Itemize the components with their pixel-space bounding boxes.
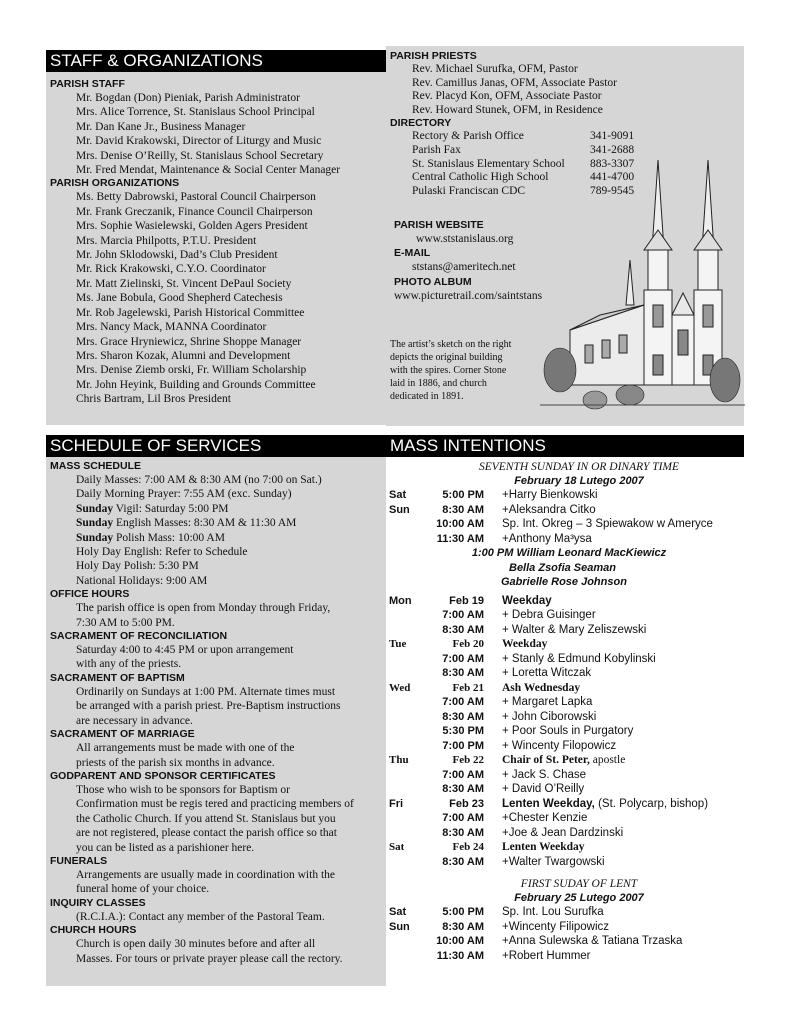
schedule-section-text: are not registered, please contact the parish office so that (76, 827, 337, 840)
intention-text: Sp. Int. Okreg – 3 Spiewakow w Ameryce (502, 518, 713, 530)
mass-schedule-list (50, 473, 386, 588)
schedule-section-text: (R.C.I.A.): Contact any member of the Pastoral Team. (76, 910, 325, 923)
intention-row (389, 710, 749, 725)
intention-text: + Poor Souls in Purgatory (502, 725, 634, 737)
intention-row (389, 768, 749, 783)
intention-day (389, 782, 429, 797)
intention-time: 5:00 PM (442, 489, 484, 501)
intention-text: + John Ciborowski (502, 710, 597, 723)
week1-list (389, 488, 749, 546)
photo-album-link[interactable]: www.picturetrail.com/saintstans (394, 289, 543, 302)
directory-name: Pulaski Franciscan CDC (412, 184, 526, 197)
intention-text: +Chester Kenzie (502, 812, 588, 824)
intention-row (389, 666, 749, 681)
intention-day (389, 532, 429, 547)
schedule-section (50, 460, 386, 966)
intention-day (389, 934, 429, 949)
intention-row (389, 488, 749, 503)
intention-row (389, 532, 749, 547)
schedule-section-text: you can be listed as a parishioner here. (76, 841, 255, 854)
intention-time: 7:00 AM (442, 652, 484, 665)
mass-schedule-line (50, 574, 386, 588)
mass-schedule-text: Polish Mass: 10:00 AM (113, 531, 225, 544)
directory-phone: 883-3307 (590, 157, 635, 170)
intention-day (389, 623, 429, 638)
mass-intentions-header: MASS INTENTIONS (386, 435, 744, 457)
priest-name: Rev. Placyd Kon, OFM, Associate Pastor (412, 90, 602, 103)
schedule-section-text: 7:30 AM to 5:00 PM. (76, 616, 175, 629)
directory-name: Rectory & Parish Office (412, 130, 524, 143)
organization-member: Ms. Betty Dabrowski, Pastoral Council Chairperson (76, 191, 316, 204)
intention-time: 8:30 AM (442, 920, 484, 933)
intention-row (389, 724, 749, 739)
mass-schedule-line (50, 531, 386, 545)
caption-line: dedicated in 1891. (390, 391, 464, 402)
weekday-title-bold: Chair of St. Peter, (502, 754, 590, 766)
intention-row (389, 855, 749, 870)
schedule-section-title: FUNERALS (50, 854, 108, 867)
mass-schedule-text: Holy Day English: Refer to Schedule (76, 546, 248, 559)
directory-phone: 441-4700 (590, 171, 635, 184)
staff-member: Mr. Fred Mendat, Maintenance & Social Center Manager (76, 164, 341, 177)
mass-schedule-text: English Masses: 8:30 AM & 11:30 AM (113, 517, 297, 530)
intention-row (389, 517, 749, 532)
schedule-section-text: funeral home of your choice. (76, 883, 210, 896)
intention-day (389, 517, 429, 532)
intention-row (389, 782, 749, 797)
parish-organizations-title: PARISH ORGANIZATIONS (50, 177, 180, 190)
schedule-section-title: OFFICE HOURS (50, 588, 130, 601)
priest-name: Rev. Howard Stunek, OFM, in Residence (412, 103, 603, 116)
intention-time: 8:30 AM (442, 623, 484, 636)
caption-line: with the spires. Corner Stone (390, 365, 507, 376)
schedule-section-title: SACRAMENT OF BAPTISM (50, 671, 185, 684)
intention-time: 11:30 AM (436, 532, 484, 545)
mass-schedule-line (50, 473, 386, 487)
weekday-name: Wed (389, 681, 411, 694)
organization-member: Mrs. Sophie Wasielewski, Golden Agers President (76, 220, 308, 233)
schedule-section-text: priests of the parish six months in advance. (76, 756, 275, 769)
weekday-name: Thu (389, 754, 409, 766)
intention-day: Sat (389, 489, 407, 501)
parish-staff-list (50, 91, 386, 177)
intention-time: 8:30 AM (442, 855, 484, 868)
week2-title: FIRST SUDAY OF LENT (520, 878, 638, 890)
intention-text: +Anthony Ma³ysa (502, 532, 592, 545)
intention-row (389, 811, 749, 826)
schedule-sections (50, 588, 386, 966)
staff-member: Mr. Bogdan (Don) Pieniak, Parish Administrator (76, 92, 300, 104)
intention-text: + Margaret Lapka (502, 696, 593, 708)
intention-row (389, 623, 749, 638)
weekday-header (389, 753, 749, 768)
intention-day (389, 695, 429, 710)
week2-date: February 25 Lutego 2007 (514, 892, 644, 904)
mass-schedule-text: Vigil: Saturday 5:00 PM (113, 502, 229, 515)
organization-member: Mr. Rob Jagelewski, Parish Historical Committee (76, 306, 305, 319)
schedule-section-title: CHURCH HOURS (50, 924, 137, 937)
intention-row (389, 608, 749, 623)
weekday-date: Feb 21 (452, 681, 484, 694)
intention-row (389, 920, 749, 935)
intention-text: +Harry Bienkowski (502, 489, 598, 501)
organization-member: Mrs. Nancy Mack, MANNA Coordinator (76, 321, 267, 334)
directory-phone: 789-9545 (590, 184, 635, 197)
weekday-header (389, 637, 749, 652)
schedule-section-text: Those who wish to be sponsors for Baptism or (76, 783, 291, 796)
weekday-title (484, 681, 580, 696)
email-title: E-MAIL (394, 247, 431, 260)
staff-header: STAFF & ORGANIZATIONS (46, 50, 386, 72)
weekday-title-bold: Lenten Weekday (502, 841, 585, 853)
organization-member: Mr. Matt Zielinski, St. Vincent DePaul Society (76, 277, 292, 290)
intention-time: 8:30 AM (442, 783, 484, 795)
weekday-date: Feb 22 (452, 754, 484, 766)
staff-member: Mrs. Denise O’Reilly, St. Stanislaus School Secretary (76, 149, 324, 162)
weekday-header (389, 594, 749, 609)
organization-member: Mrs. Sharon Kozak, Alumni and Development (76, 349, 291, 362)
email-link[interactable]: ststans@ameritech.net (412, 261, 516, 274)
organization-member: Mr. Frank Greczanik, Finance Council Chairperson (76, 205, 313, 218)
schedule-section-title: INQUIRY CLASSES (50, 896, 146, 909)
parish-organizations-list (50, 190, 386, 406)
week2-list (389, 905, 749, 963)
intention-day (389, 739, 429, 754)
weekday-name: Fri (389, 797, 404, 810)
intention-row (389, 934, 749, 949)
schedule-section-text: Arrangements are usually made in coordination with the (76, 868, 335, 881)
intention-day (389, 811, 429, 826)
intention-text: +Robert Hummer (502, 949, 591, 962)
mass-schedule-text: National Holidays: 9:00 AM (76, 574, 208, 587)
intention-day (389, 826, 429, 841)
intention-row (389, 739, 749, 754)
mass-schedule-line (50, 545, 386, 559)
weekday-title (484, 753, 625, 768)
intention-text: + Stanly & Edmund Kobylinski (502, 652, 656, 665)
mass-schedule-text: Holy Day Polish: 5:30 PM (76, 560, 199, 573)
weekday-name: Tue (389, 638, 407, 650)
parish-staff-title: PARISH STAFF (50, 78, 125, 90)
intention-day (389, 855, 429, 870)
weekday-header (389, 840, 749, 855)
staff-member: Mrs. Alice Torrence, St. Stanislaus School Principal (76, 106, 315, 119)
directory-row (412, 130, 640, 144)
weekday-name: Sat (389, 841, 405, 853)
intention-text: Sp. Int. Lou Surufka (502, 906, 604, 918)
intention-day (389, 608, 429, 623)
intention-time: 7:00 AM (442, 768, 484, 781)
directory-name: Central Catholic High School (412, 171, 549, 184)
website-title: PARISH WEBSITE (394, 219, 484, 231)
organization-member: Mrs. Marcia Philpotts, P.T.U. President (76, 234, 257, 247)
weekday-title-bold: Lenten Weekday, (502, 797, 595, 810)
mass-schedule-title: MASS SCHEDULE (50, 460, 142, 472)
weekday-header (389, 681, 749, 696)
baptism-name: Bella Zsofia Seaman (509, 561, 616, 574)
week1-title: SEVENTH SUNDAY IN OR DINARY TIME (478, 461, 680, 473)
intention-day: Sat (389, 906, 407, 918)
week1-date: February 18 Lutego 2007 (514, 475, 644, 487)
schedule-section-text: the Catholic Church. If you attend St. Stanislaus but you (76, 812, 336, 825)
baptism-line: 1:00 PM William Leonard MacKiewicz (471, 547, 667, 559)
schedule-section-text: Ordinarily on Sundays at 1:00 PM. Alternate times must (76, 685, 336, 698)
staff-member: Mr. David Krakowski, Director of Liturgy and Music (76, 135, 322, 148)
organization-member: Chris Bartram, Lil Bros President (76, 393, 231, 406)
intention-row (389, 652, 749, 667)
intention-row (389, 503, 749, 518)
caption-line: The artist’s sketch on the right (390, 339, 512, 350)
schedule-section-text: Saturday 4:00 to 4:45 PM or upon arrangement (76, 644, 294, 657)
mass-schedule-day: Sunday (76, 502, 114, 515)
organization-member: Mrs. Denise Ziemb orski, Fr. William Scholarship (76, 364, 307, 377)
intention-text: +Walter Twargowski (502, 855, 605, 868)
weekday-date: Feb 24 (452, 841, 484, 853)
organization-member: Mr. Rick Krakowski, C.Y.O. Coordinator (76, 263, 266, 276)
caption-line: depicts the original building (390, 352, 503, 363)
weekday-list (389, 594, 749, 870)
mass-schedule-line (50, 502, 386, 516)
mass-schedule-text: Daily Morning Prayer: 7:55 AM (exc. Sunday) (76, 488, 292, 501)
mass-schedule-text: Daily Masses: 7:00 AM & 8:30 AM (no 7:00 on Sat.) (76, 474, 322, 486)
weekday-title (484, 637, 547, 652)
website-link[interactable]: www.ststanislaus.org (416, 233, 514, 245)
mass-intentions-section (389, 460, 749, 963)
schedule-section-text: are necessary in advance. (76, 714, 193, 727)
priests-title: PARISH PRIESTS (390, 50, 477, 62)
directory-name: St. Stanislaus Elementary School (412, 157, 565, 170)
intention-day: Sun (389, 920, 410, 933)
intention-time: 8:30 AM (442, 710, 484, 723)
organization-member: Ms. Jane Bobula, Good Shepherd Catechesis (76, 292, 283, 305)
intention-day: Sun (389, 503, 410, 516)
intention-time: 8:30 AM (442, 503, 484, 516)
intention-row (389, 905, 749, 920)
intention-day (389, 652, 429, 667)
weekday-name: Mon (389, 594, 412, 607)
organization-member: Mr. John Sklodowski, Dad’s Club President (76, 249, 278, 262)
intention-day (389, 724, 429, 739)
organization-member: Mrs. Grace Hryniewicz, Shrine Shoppe Manager (76, 335, 302, 348)
intention-row (389, 695, 749, 710)
weekday-title-note: apostle (589, 754, 626, 766)
weekday-date: Feb 19 (449, 594, 484, 607)
intention-text: + Wincenty Filopowicz (502, 739, 617, 752)
intention-text: +Aleksandra Citko (502, 503, 596, 516)
directory-title: DIRECTORY (390, 117, 452, 130)
caption-line: laid in 1886, and church (390, 378, 487, 389)
schedule-section-text: All arrangements must be made with one of the (76, 742, 295, 755)
weekday-title (484, 594, 552, 609)
mass-schedule-day: Sunday (76, 531, 114, 544)
intention-day (389, 666, 429, 681)
intention-time: 8:30 AM (442, 667, 484, 679)
weekday-header (389, 797, 749, 812)
weekday-date: Feb 20 (452, 638, 484, 650)
intention-time: 5:30 PM (442, 725, 484, 737)
intention-time: 10:00 AM (436, 935, 484, 947)
directory-name: Parish Fax (412, 143, 461, 156)
intention-time: 7:00 AM (442, 812, 484, 824)
intention-day (389, 768, 429, 783)
intention-text: +Wincenty Filipowicz (502, 920, 610, 933)
organization-member: Mr. John Heyink, Building and Grounds Committee (76, 378, 316, 391)
priest-name: Rev. Michael Surufka, OFM, Pastor (412, 63, 578, 75)
weekday-date: Feb 23 (449, 797, 484, 810)
intention-text: + Debra Guisinger (502, 609, 596, 621)
baptism-name: Gabrielle Rose Johnson (501, 576, 627, 588)
intention-text: +Joe & Jean Dardzinski (502, 826, 624, 839)
intention-text: + Loretta Witczak (502, 667, 592, 679)
intention-time: 8:30 AM (442, 826, 484, 839)
intention-text: + David O’Reilly (502, 783, 585, 795)
intention-time: 5:00 PM (442, 906, 484, 918)
schedule-header: SCHEDULE OF SERVICES (46, 435, 386, 457)
weekday-title (484, 797, 708, 812)
staff-member: Mr. Dan Kane Jr., Business Manager (76, 120, 246, 133)
intention-text: + Jack S. Chase (502, 768, 587, 781)
intention-time: 11:30 AM (436, 949, 484, 962)
mass-schedule-line (50, 487, 386, 501)
mass-schedule-line (50, 516, 386, 530)
weekday-title-bold: Weekday (502, 594, 552, 607)
intention-row (389, 826, 749, 841)
intention-time: 7:00 PM (442, 739, 484, 752)
intention-text: + Walter & Mary Zeliszewski (502, 623, 647, 636)
schedule-section-text: Church is open daily 30 minutes before and after all (76, 938, 316, 951)
schedule-section-title: SACRAMENT OF MARRIAGE (50, 728, 195, 741)
intention-text: +Anna Sulewska & Tatiana Trzaska (502, 935, 683, 947)
schedule-section-text: with any of the priests. (76, 658, 182, 671)
intention-time: 7:00 AM (442, 696, 484, 708)
mass-schedule-day: Sunday (76, 517, 114, 530)
priests-list (390, 63, 640, 117)
weekday-title (484, 840, 585, 855)
weekday-title-bold: Ash Wednesday (502, 681, 581, 694)
intention-day (389, 949, 429, 964)
intention-time: 10:00 AM (436, 518, 484, 530)
priest-name: Rev. Camillus Janas, OFM, Associate Pastor (412, 76, 617, 89)
weekday-title-note: (St. Polycarp, bishop) (594, 797, 709, 810)
intention-row (389, 949, 749, 964)
schedule-section-text: Confirmation must be regis tered and practicing members of (76, 798, 354, 811)
schedule-section-text: The parish office is open from Monday through Friday, (76, 602, 331, 615)
schedule-section-text: Masses. For tours or private prayer please call the rectory. (76, 952, 343, 965)
schedule-section-text: be arranged with a parish priest. Pre-Baptism instructions (76, 700, 341, 713)
photo-album-title: PHOTO ALBUM (394, 275, 472, 288)
sketch-caption (390, 338, 550, 403)
intention-day (389, 710, 429, 725)
schedule-section-title: SACRAMENT OF RECONCILIATION (50, 630, 228, 643)
directory-phone: 341-2688 (590, 143, 635, 156)
intention-time: 7:00 AM (442, 609, 484, 621)
weekday-title-bold: Weekday (502, 638, 548, 650)
mass-schedule-line (50, 559, 386, 573)
directory-phone: 341-9091 (590, 130, 635, 143)
schedule-section-title: GODPARENT AND SPONSOR CERTIFICATES (50, 769, 276, 782)
parish-staff-section (50, 78, 386, 407)
church-sketch (540, 155, 745, 425)
